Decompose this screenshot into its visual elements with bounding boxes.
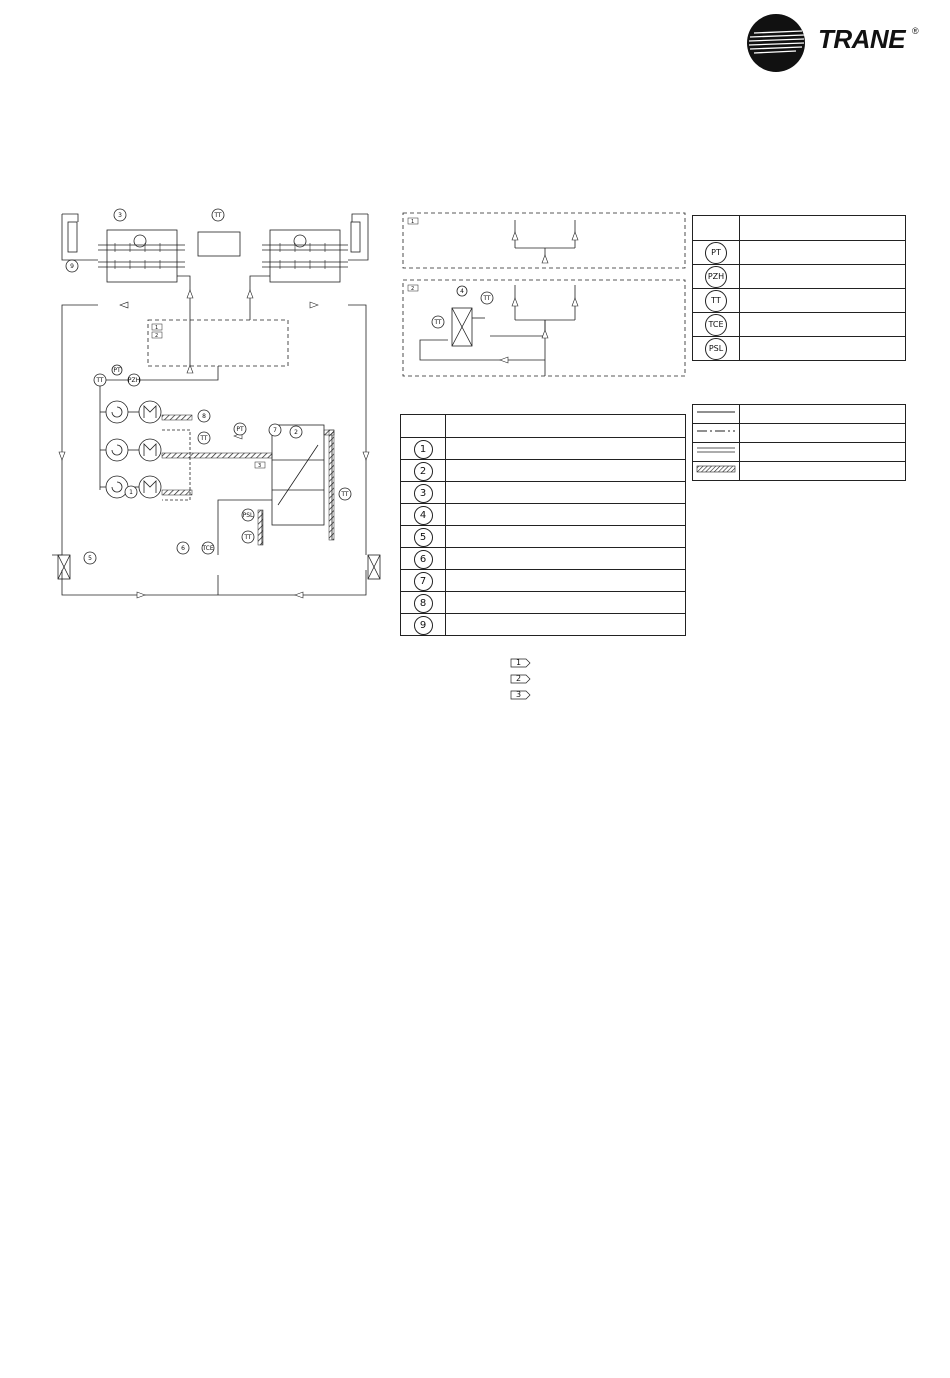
- instrument-symbol-pzh: PZH: [705, 266, 727, 288]
- label-component-5: 5: [88, 555, 92, 562]
- table-row: [693, 424, 906, 443]
- instrument-description: [740, 313, 906, 337]
- label-pt-comp: PT: [113, 367, 121, 374]
- instruments-table: [692, 215, 906, 361]
- flag-legend-1: 1: [516, 658, 522, 667]
- refrigerant-circuit-diagram: [50, 200, 395, 610]
- instrument-symbol-tce: TCE: [705, 314, 727, 336]
- component-number-badge: 1: [414, 440, 433, 459]
- line-style-double: [693, 443, 740, 462]
- table-row: [693, 405, 906, 424]
- table-row: [401, 526, 686, 548]
- table-row: [693, 337, 906, 361]
- label-component-3: 3: [118, 212, 122, 219]
- table-row: [693, 241, 906, 265]
- table-row: [693, 462, 906, 481]
- components-table-header: [401, 415, 686, 438]
- component-description: [446, 570, 686, 592]
- instruments-header-symbol: [693, 216, 740, 241]
- component-description: [446, 614, 686, 636]
- line-style-hatched: [693, 462, 740, 481]
- component-description: [446, 548, 686, 570]
- component-description: [446, 526, 686, 548]
- label-tt-suction: TT: [200, 435, 208, 442]
- line-style-solid: [693, 405, 740, 424]
- label-pzh-comp: PZH: [127, 377, 141, 384]
- line-description: [740, 405, 906, 424]
- instrument-description: [740, 337, 906, 361]
- component-number-badge: 2: [414, 462, 433, 481]
- table-row: [401, 482, 686, 504]
- table-row: [401, 570, 686, 592]
- component-number-badge: 3: [414, 484, 433, 503]
- label-component-6: 6: [181, 545, 185, 552]
- component-number-badge: 7: [414, 572, 433, 591]
- logo-wordmark: TRANE: [818, 24, 906, 54]
- instrument-symbol-tt: TT: [705, 290, 727, 312]
- logo-registered-mark: ®: [912, 26, 919, 36]
- instrument-description: [740, 241, 906, 265]
- flag-legend-2: 2: [516, 674, 522, 683]
- line-description: [740, 424, 906, 443]
- component-description: [446, 460, 686, 482]
- flag-1-option: 1: [411, 219, 415, 225]
- component-number-badge: 8: [414, 594, 433, 613]
- flag-3-main: 3: [258, 463, 262, 469]
- label-tt-option-b: TT: [434, 319, 442, 326]
- instrument-symbol-pt: PT: [705, 242, 727, 264]
- table-row: [401, 438, 686, 460]
- component-description: [446, 438, 686, 460]
- instruments-header-description: [740, 216, 906, 241]
- label-component-1: 1: [129, 489, 133, 496]
- flag-legend-3: 3: [516, 690, 522, 699]
- instrument-description: [740, 289, 906, 313]
- label-component-4: 4: [460, 288, 464, 295]
- option-box-2: [403, 280, 685, 376]
- component-description: [446, 482, 686, 504]
- flag-2-option: 2: [411, 286, 415, 292]
- label-tce: TCE: [202, 545, 214, 552]
- table-row: [693, 265, 906, 289]
- table-row: [693, 443, 906, 462]
- line-style-dash-dot: [693, 424, 740, 443]
- label-pt-suction: PT: [236, 426, 244, 433]
- condenser-left: [107, 230, 177, 282]
- label-component-7: 7: [273, 427, 277, 434]
- option-diagrams: [400, 210, 690, 380]
- component-number-badge: 4: [414, 506, 433, 525]
- instrument-description: [740, 265, 906, 289]
- flag-1-main: 1: [155, 325, 159, 331]
- line-description: [740, 443, 906, 462]
- components-header-description: [446, 415, 686, 438]
- instruments-table-header: [693, 216, 906, 241]
- label-psl: PSL: [242, 512, 254, 519]
- component-description: [446, 592, 686, 614]
- line-description: [740, 462, 906, 481]
- components-header-number: [401, 415, 446, 438]
- components-table: [400, 414, 686, 636]
- trane-logo-mark: [746, 13, 806, 73]
- instrument-symbol-psl: PSL: [705, 338, 727, 360]
- label-component-9: 9: [70, 263, 74, 270]
- table-row: [401, 460, 686, 482]
- table-row: [401, 504, 686, 526]
- table-row: [693, 313, 906, 337]
- label-tt-water-in: TT: [244, 534, 252, 541]
- table-row: [401, 614, 686, 636]
- table-row: [401, 592, 686, 614]
- line-legend-table: [692, 404, 906, 481]
- label-component-8: 8: [202, 413, 206, 420]
- label-component-2: 2: [294, 429, 298, 436]
- label-tt-option-a: TT: [483, 295, 491, 302]
- flag-2-main: 2: [155, 333, 159, 339]
- component-number-badge: 9: [414, 616, 433, 635]
- component-description: [446, 504, 686, 526]
- table-row: [401, 548, 686, 570]
- label-tt-water: TT: [341, 491, 349, 498]
- table-row: [693, 289, 906, 313]
- component-number-badge: 6: [414, 550, 433, 569]
- label-tt-top: TT: [214, 212, 222, 219]
- component-number-badge: 5: [414, 528, 433, 547]
- label-tt-comp: TT: [96, 377, 104, 384]
